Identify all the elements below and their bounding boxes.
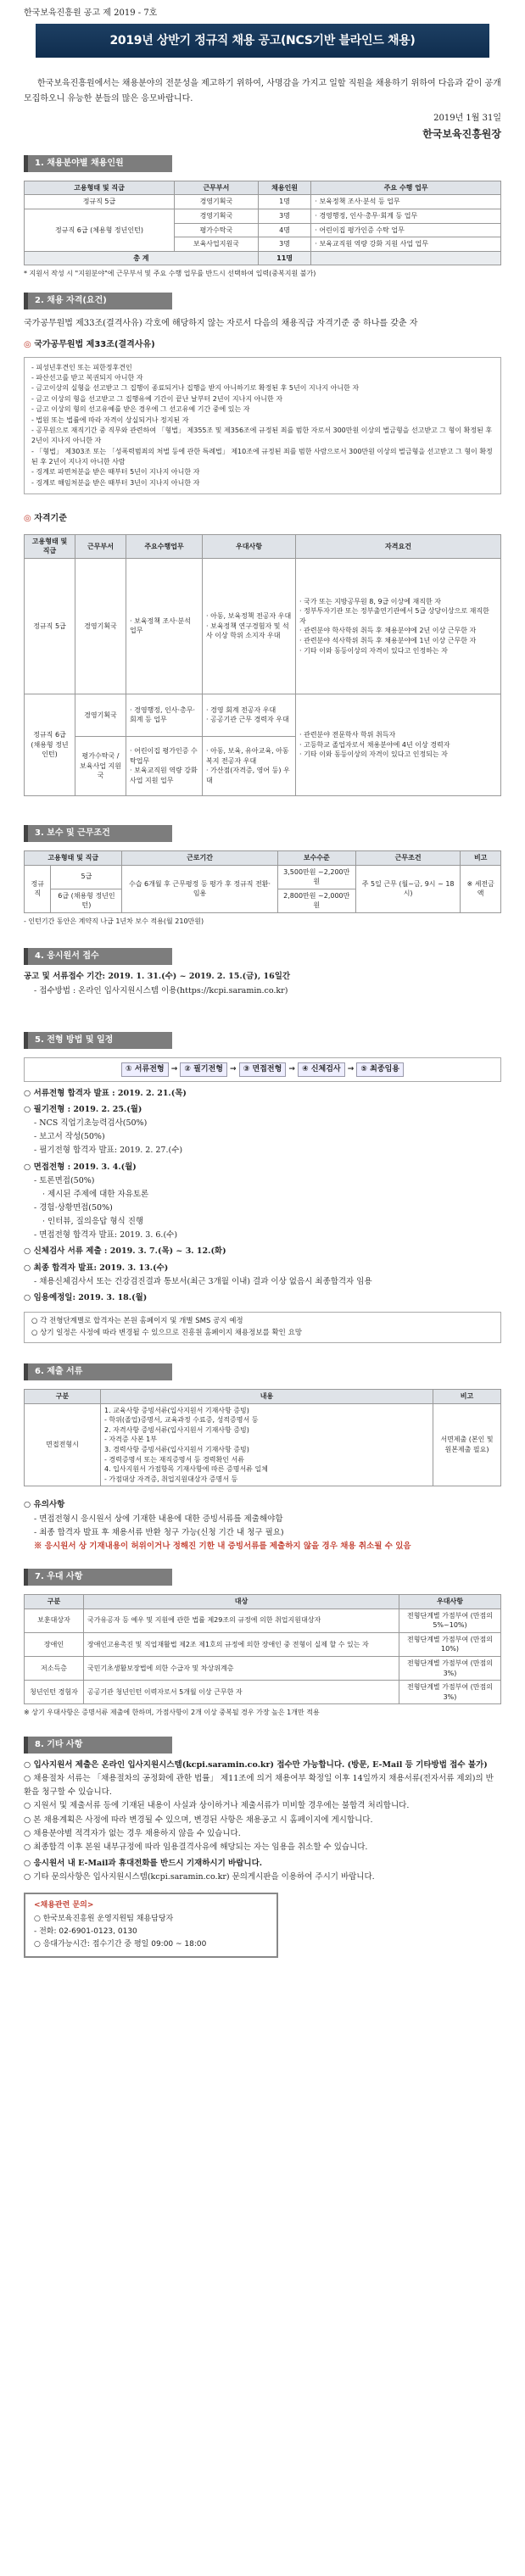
section-6-title: 6. 제출 서류 [24,1363,172,1380]
list-item: - 법원 또는 법률에 따라 자격이 상실되거나 정지된 자 [31,415,189,424]
col-header: 고용형태 및 직급 [25,850,122,865]
cell: ※ 세전금액 [461,865,501,912]
list-item: ※ 응시원서 상 기재내용이 허위이거나 정해진 기한 내 증빙서류를 제출하지 않을 경우 채용 취소될 수 있음 [34,1541,411,1551]
issuer-name: 한국보육진흥원장 [422,127,501,140]
cell: 정규직 6급 (채용형 정년인턴) [25,694,75,795]
list-item: - 징계로 해임처분을 받은 때부터 3년이 지나지 아니한 자 [31,478,200,487]
table-row [25,1656,501,1680]
contact-line: ○ 응대가능시간: 접수기간 중 평일 09:00 ~ 18:00 [34,1940,207,1949]
cell: 보육사업지원국 [174,237,258,252]
cell: 주 5일 근무 (월~금, 9시 ~ 18시) [355,865,460,912]
col-header: 근무조건 [355,850,460,865]
documents-notes [24,1498,501,1553]
intro-paragraph: 한국보육진흥원에서는 채용분야의 전문성을 제고하기 위하여, 사명감을 가지고 일할 직원을 채용하기 위하여 다음과 같이 공개모집하오니 유능한 분들의 많은 응모바랍니다. [24,79,501,103]
section-7-note: ※ 상기 우대사항은 증명서류 제출에 한하며, 가점사항이 2개 이상 중복될 경우 가장 높은 1개만 적용 [24,1709,320,1717]
contact-box [24,1893,278,1958]
schedule-item: - 토론면접(50%) [34,1175,95,1185]
col-header: 우대사항 [203,534,296,558]
col-header: 보수수준 [277,850,355,865]
cell: · 보육정책 조사·분석 업무 [126,558,203,694]
cell: 전형단계별 가점부여 (만점의 3%) [399,1656,501,1680]
list-item: - 피성년후견인 또는 피한정후견인 [31,363,132,371]
list-item: - 접수방법 : 온라인 입사지원시스템 이용(https://kcpi.saramin.co.kr) [34,985,288,995]
cell: · 경영행정, 인사·총무·회계 등 업무 [311,209,501,224]
cell: 경영기획국 [174,195,258,209]
schedule-list [24,1087,501,1305]
section-5-title: 5. 전형 방법 및 일정 [24,1032,172,1049]
list-item: - 금고 이상의 형을 선고받고 그 집행유예 기간이 끝난 날부터 2년이 지나지 아니한 자 [31,394,283,403]
contact-line: ○ 한국보육진흥원 운영지원팀 채용담당자 [34,1914,174,1923]
cell: 5급 [51,865,122,889]
list-item: - 파산선고를 받고 복권되지 아니한 자 [31,373,143,382]
cell [311,251,501,265]
cell: · 관련분야 전문학사 학위 취득자 · 고등학교 졸업자로서 채용분야에 4년 이상 경력자 · 기타 이와 동등이상의 자격이 있다고 인정되는 자 [296,694,501,795]
col-header: 근무부서 [174,181,258,195]
col-header: 근무부서 [75,534,126,558]
list-item: 3. 경력사항 증빙서류(입사지원서 기재사항 증빙) [104,1446,249,1454]
list-item: - 금고 이상의 형의 선고유예를 받은 경우에 그 선고유예 기간 중에 있는 자 [31,405,250,414]
col-header: 내용 [101,1390,433,1404]
flow-step: ⑤ 최종임용 [356,1062,404,1077]
col-header: 자격요건 [296,534,501,558]
application-list [24,970,501,997]
table-row [25,865,501,889]
table-row [25,694,501,736]
notice-title-banner: 2019년 상반기 정규직 채용 공고(NCS기반 블라인드 채용) [36,24,489,58]
cell: 1명 [258,195,311,209]
table-row [25,195,501,209]
misc-list [24,1759,501,1884]
flow-step: ① 서류전형 [121,1062,169,1077]
cell: 국민기초생활보장법에 의한 수급자 및 차상위계층 [84,1656,399,1680]
cell: 서면제출 (본인 및 원본제출 필요) [433,1403,501,1486]
cell: 정규직 5급 [25,558,75,694]
schedule-item: ○ 신체검사 서류 제출 : 2019. 3. 7.(목) ~ 3. 12.(화) [24,1246,226,1257]
col-header: 주요 수행 업무 [311,181,501,195]
documents-table [24,1389,501,1486]
list-item: 1. 교육사항 증빙서류(입사지원서 기재사항 증빙) [104,1406,249,1414]
col-header: 고용형태 및 직급 [25,181,175,195]
cell: 청년인턴 경험자 [25,1681,84,1704]
cell: · 경영행정, 인사·총무·회계 등 업무 [126,694,203,736]
cell: 정규직 [25,865,51,912]
cell: · 어린이집 평가인증 수탁 업무 [311,223,501,237]
schedule-item: ○ 최종 합격자 발표: 2019. 3. 13.(수) [24,1263,169,1273]
cell: · 보육교직원 역량 강화 지원 사업 업무 [311,237,501,252]
section-1-note: * 지원서 작성 시 "지원분야"에 근무부서 및 주요 수행 업무를 반드시 선택하여 입력(중복지원 불가) [24,270,316,278]
list-item: ○ 채용분야별 적격자가 없는 경우 채용하지 않을 수 있습니다. [24,1828,241,1838]
table-row [25,209,501,224]
contact-line: - 전화: 02-6901-0123, 0130 [34,1926,137,1936]
list-item: ○ 채용절차 서류는 「채용절차의 공정화에 관한 법률」 제11조에 의거 채용여부 확정일 이후 14일까지 채용서류(전자서류 제외)의 반환을 청구할 수 있습니다. [24,1774,494,1798]
section-8-title: 8. 기타 사항 [24,1737,172,1754]
col-header: 우대사항 [399,1595,501,1609]
list-item: ○ 최종합격 이후 본원 내부규정에 따라 임용결격사유에 해당되는 자는 임용을 취소할 수 있습니다. [24,1842,368,1852]
schedule-item: - 채용신체검사서 또는 건강검진결과 통보서(최근 3개월 이내) 결과 이상 없음시 최종합격자 임용 [34,1276,372,1286]
table-row [25,558,501,694]
preference-table [24,1594,501,1704]
schedule-item: ○ 필기전형 : 2019. 2. 25.(월) [24,1104,142,1114]
cell: 수습 6개월 후 근무평정 등 평가 후 정규직 전환·임용 [122,865,277,912]
col-header: 구분 [25,1595,84,1609]
schedule-item: - 보고서 작성(50%) [34,1132,105,1142]
cell: 전형단계별 가점부여 (만점의 10%) [399,1632,501,1656]
cell: 국가유공자 등 예우 및 지원에 관한 법률 제29조의 규정에 의한 취업지원대상자 [84,1609,399,1632]
cell: 정규직 6급 (체용형 정년인턴) [25,209,175,252]
sub-heading [24,513,501,526]
col-header: 채용인원 [258,181,311,195]
section-4-title: 4. 응시원서 접수 [24,948,172,965]
cell: 평가수탁국 / 보육사업 지원국 [75,736,126,795]
schedule-item: - 면접전형 합격자 발표: 2019. 3. 6.(수) [34,1230,178,1241]
flow-step: ③ 면접전형 [239,1062,287,1077]
list-item: ○ 본 채용계획은 사정에 따라 변경될 수 있으며, 변경된 사항은 채용공고 시 홈페이지에 게시합니다. [24,1815,373,1825]
cell: 2,800만원 ~2,000만원 [277,889,355,912]
list-item: ○ 각 전형단계별로 합격자는 본원 홈페이지 및 개별 SMS 공지 예정 [31,1316,243,1325]
cell: 전형단계별 가점부여 (만점의 5%~10%) [399,1609,501,1632]
cell: 정규직 5급 [25,195,175,209]
list-item: - 자격증 사본 1부 [104,1436,157,1444]
col-header: 고용형태 및 직급 [25,534,75,558]
col-header: 근로기간 [122,850,277,865]
list-item: ○ 입사지원서 제출은 온라인 입사지원시스템(kcpi.saramin.co.kr) 접수만 가능합니다. (방문, E-Mail 등 기타방법 접수 불가) [24,1759,488,1770]
list-item: ○ 응시원서 내 E-Mail과 휴대전화를 반드시 기재하시기 바랍니다. [24,1858,263,1868]
cell: 면접전형시 [25,1403,101,1486]
list-item: - 면접전형시 응시원서 상에 기재한 내용에 대한 증빙서류를 제출해야함 [34,1514,283,1524]
notice-date: 2019년 1월 31일 [433,114,501,123]
total-row [25,251,501,265]
bullet-icon: ◎ [24,340,35,350]
list-item: - 최종 합격자 발표 후 채용서류 반환 청구 가능(신청 기간 내 청구 필요) [34,1527,284,1537]
list-item: - 공무원으로 재직기간 중 직무와 관련하여 「형법」 제355조 및 제356조에 규정된 죄를 범한 자로서 300만원 이상의 벌금형을 선고받고 그 형이 확정된 후 2년이 지나지 아니한 자 [31,426,493,445]
section-7-title: 7. 우대 사항 [24,1569,172,1586]
cell [101,1403,433,1486]
cell: · 국가 또는 지방공무원 8, 9급 이상에 재직한 자 · 정부투자기관 또는 정부출연기관에서 5급 상당이상으로 재직한 자 · 관련분야 학사학위 취득 후 채용분야에 2년 이상 근무한 자 · 관련분야 석사학위 취득 후 채용분야에 1년 이상 근무한 자 · 기타 이와 동등이상의 자격이 있다고 인정하는 자 [296,558,501,694]
section-2-intro: 국가공무원법 제33조(결격사유) 각호에 해당하지 않는 자로서 다음의 채용직급 자격기준 중 하나를 갖춘 자 [24,319,418,329]
positions-table [24,181,501,266]
col-header: 구분 [25,1390,101,1404]
cell: · 어린이집 평가인증 수탁업무 · 보육교직원 역량 강화 사업 지원 업무 [126,736,203,795]
cell: 3,500만원 ~2,200만원 [277,865,355,889]
notice-number: 한국보육진흥원 공고 제 2019 - 7호 [24,8,158,18]
cell: 공공기관 청년인턴 이력자로서 5개월 이상 근무한 자 [84,1681,399,1704]
list-item: 2. 자격사항 증빙서류(입사지원서 기재사항 증빙) [104,1425,249,1434]
pay-table [24,850,501,913]
cell: 6급 (채용형 정년인턴) [51,889,122,912]
list-item: - 징계로 파면처분을 받은 때부터 5년이 지나지 아니한 자 [31,468,200,477]
list-item: - 경력증명서 또는 재직증명서 등 경력확인 서류 [104,1455,244,1464]
date-block [24,113,501,142]
list-item: 공고 및 서류접수 기간: 2019. 1. 31.(수) ~ 2019. 2. 15.(금), 16일간 [24,972,291,982]
list-item: ○ 상기 일정은 사정에 따라 변경될 수 있으므로 진흥원 홈페이지 채용정보를 확인 요망 [31,1328,303,1337]
cell: · 아동, 보육, 유아교육, 아동복지 전공자 우대 · 가산점(자격증, 영어 등) 우대 [203,736,296,795]
schedule-item: ○ 임용예정일: 2019. 3. 18.(월) [24,1292,148,1302]
cell: · 경영 회계 전공자 우대 · 공공기관 근무 경력자 우대 [203,694,296,736]
cell: 보훈대상자 [25,1609,84,1632]
cell: 경영기획국 [75,558,126,694]
cell: 4명 [258,223,311,237]
col-header: 비고 [461,850,501,865]
list-item: - 가점대상 자격증, 취업지원대상자 증명서 등 [104,1475,238,1483]
cell: 전형단계별 가점부여 (만점의 3%) [399,1681,501,1704]
col-header: 대상 [84,1595,399,1609]
cell: 평가수탁국 [174,223,258,237]
list-item: 4. 입사지원서 가점항목 기재사항에 따른 증명서류 일체 [104,1465,268,1474]
col-header: 주요수행업무 [126,534,203,558]
table-row [25,1403,501,1486]
cell: · 아동, 보육정책 전공자 우대 · 보육정책 연구경험자 및 석사 이상 학위 소지자 우대 [203,558,296,694]
section-3-title: 3. 보수 및 근무조건 [24,825,172,842]
list-item: ○ 기타 문의사항은 입사지원시스템(kcpi.saramin.co.kr) 문의게시판을 이용하여 주시기 바랍니다. [24,1872,375,1882]
table-row [25,1609,501,1632]
contact-title: <채용관련 문의> [34,1901,94,1910]
flow-step: ② 필기전형 [180,1062,227,1077]
schedule-item: · 제시된 주제에 대한 자유토론 [42,1189,149,1199]
cell: · 보육정책 조사·분석 등 업무 [311,195,501,209]
cell: 장애인고용촉진 및 직업재활법 제2조 제1호의 규정에 의한 장애인 중 전형이 실제 할 수 있는 자 [84,1632,399,1656]
list-item: - 학위(졸업)증명서, 교육과정 수료증, 성적증명서 등 [104,1416,259,1425]
cell: 3명 [258,237,311,252]
disqualification-box [24,357,501,495]
cell: 경영기획국 [75,694,126,736]
process-flow: ① 서류전형 → ② 필기전형 → ③ 면접전형 → ④ 신체검사 → ⑤ 최종임용 [24,1057,501,1082]
total-label: 총 계 [25,251,259,265]
schedule-item: · 인터뷰, 질의응답 형식 진행 [42,1217,144,1227]
schedule-item: - NCS 직업기초능력검사(50%) [34,1118,148,1129]
total-value: 11명 [258,251,311,265]
section-2-title: 2. 채용 자격(요건) [24,293,172,309]
table-row [25,1681,501,1704]
sub-heading [24,339,501,352]
sub-heading-text: 국가공무원법 제33조(결격사유) [34,340,155,350]
schedule-item: ○ 서류전형 합격자 발표 : 2019. 2. 21.(목) [24,1088,187,1098]
table-row [25,1632,501,1656]
flow-step: ④ 신체검사 [298,1062,345,1077]
section-1-title: 1. 채용분야별 채용인원 [24,155,172,172]
list-item: ○ 유의사항 [24,1500,65,1510]
sub-heading-text: 자격기준 [34,514,67,524]
list-item: - 「형법」 제303조 또는 「성폭력범죄의 처벌 등에 관한 특례법」 제10조에 규정된 죄를 범한 사람으로서 300만원 이상의 벌금형을 선고받고 그 형이 확정된 후 2년이 지나지 아니한 사람 [31,447,493,466]
schedule-item: ○ 면접전형 : 2019. 3. 4.(월) [24,1162,137,1172]
schedule-item: - 필기전형 합격자 발표: 2019. 2. 27.(수) [34,1146,183,1156]
list-item: ○ 지원서 및 제출서류 등에 기재된 내용이 사실과 상이하거나 제출서류가 미비할 경우에는 불합격 처리합니다. [24,1801,410,1811]
section-3-note: - 인턴기간 동안은 계약직 나급 1년차 보수 적용(월 210만원) [24,917,204,925]
col-header: 비고 [433,1390,501,1404]
qualification-table [24,534,501,796]
schedule-item: - 경험·상황면접(50%) [34,1202,113,1213]
cell: 3명 [258,209,311,224]
list-item: - 금고이상의 실형을 선고받고 그 집행이 종료되거나 집행을 받지 아니하기로 확정된 후 5년이 지나지 아니한 자 [31,384,360,393]
cell: 장애인 [25,1632,84,1656]
bullet-icon: ◎ [24,514,35,524]
cell: 저소득층 [25,1656,84,1680]
schedule-notice-box [24,1312,501,1343]
cell: 경영기획국 [174,209,258,224]
